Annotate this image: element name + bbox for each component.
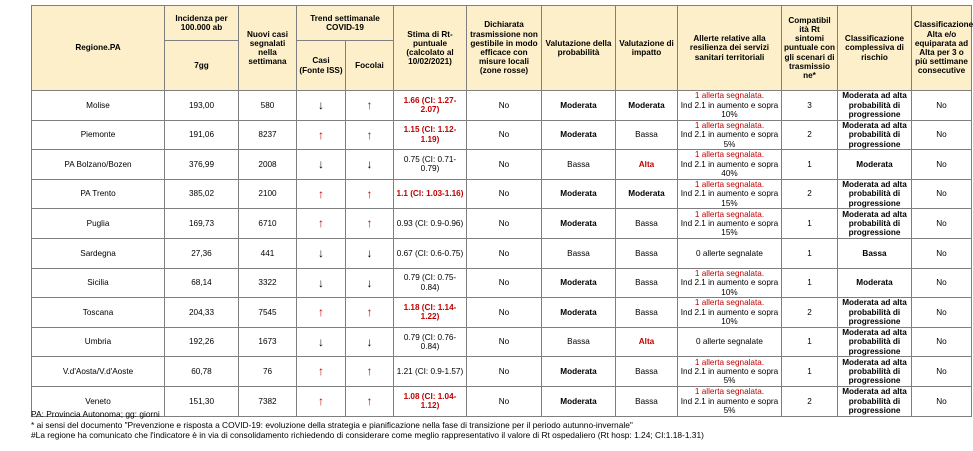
cell-high-risk: No — [912, 298, 972, 328]
cell-impact: Bassa — [616, 357, 678, 387]
cell-alerts — [678, 150, 782, 180]
cell-high-risk: No — [912, 209, 972, 239]
cell-rt: 1.18 (CI: 1.14-1.22) — [394, 298, 467, 328]
alert-count: 1 allerta segnalata. — [694, 209, 765, 219]
cell-risk: Moderata ad alta probabilità di progressione — [838, 209, 912, 239]
cell-compatible: 3 — [782, 91, 838, 121]
cell-declared: No — [467, 327, 542, 357]
cell-new-cases: 441 — [239, 238, 297, 268]
cell-trend-cases — [297, 209, 346, 239]
header-impact: Valutazione di impatto — [616, 6, 678, 91]
cell-rt: 0.75 (CI: 0.71-0.79) — [394, 150, 467, 180]
cell-compatible: 1 — [782, 327, 838, 357]
alert-detail: Ind 2.1 in aumento e sopra 5% — [680, 366, 779, 386]
cell-high-risk: No — [912, 120, 972, 150]
footnote-rt-hospital: #La regione ha comunicato che l'indicatore è in via di consolidamento richiedendo di considerare come meglio rappresentativo il valore di Rt ospedaliero (Rt hosp: 1.24; CI:1.18-1.31) — [31, 430, 704, 441]
cell-incidence: 191,06 — [165, 120, 239, 150]
header-new-cases: Nuovi casi segnalati nella settimana — [239, 6, 297, 91]
arrow-up-icon: ↑ — [366, 127, 373, 142]
alert-detail: 0 allerte segnalate — [696, 248, 763, 258]
arrow-up-icon: ↑ — [366, 364, 373, 379]
cell-trend-cases — [297, 150, 346, 180]
header-rt: Stima di Rt-puntuale (calcolato al 10/02/2021) — [394, 6, 467, 91]
cell-high-risk: No — [912, 268, 972, 298]
cell-region: Umbria — [32, 327, 165, 357]
header-trend-cases: Casi (Fonte ISS) — [297, 41, 346, 91]
cell-trend-cases — [297, 179, 346, 209]
cell-probability: Moderata — [542, 386, 616, 416]
arrow-up-icon: ↑ — [318, 186, 324, 201]
arrow-up-icon: ↑ — [318, 364, 324, 379]
arrow-down-icon: ↓ — [318, 334, 324, 349]
arrow-up-icon: ↑ — [318, 305, 324, 320]
cell-probability: Bassa — [542, 238, 616, 268]
arrow-up-icon: ↑ — [318, 394, 324, 409]
alert-detail: Ind 2.1 in aumento e sopra 10% — [680, 278, 779, 297]
cell-incidence: 27,36 — [165, 238, 239, 268]
arrow-down-icon: ↓ — [318, 275, 324, 290]
cell-impact: Moderata — [616, 91, 678, 121]
cell-rt: 0.79 (CI: 0.76-0.84) — [394, 327, 467, 357]
cell-probability: Moderata — [542, 91, 616, 121]
alert-detail: Ind 2.1 in aumento e sopra 40% — [680, 159, 779, 179]
table-row — [32, 268, 972, 298]
cell-new-cases: 2100 — [239, 179, 297, 209]
table-row — [32, 238, 972, 268]
cell-incidence: 151,30 — [165, 386, 239, 416]
cell-rt: 1.08 (CI: 1.04-1.12) — [394, 386, 467, 416]
table-body — [32, 91, 972, 417]
cell-incidence: 169,73 — [165, 209, 239, 239]
cell-probability: Bassa — [542, 150, 616, 180]
cell-incidence: 376,99 — [165, 150, 239, 180]
header-incidence-7gg: 7gg — [165, 41, 239, 91]
cell-trend-focolai — [346, 298, 394, 328]
alert-detail: Ind 2.1 in aumento e sopra 5% — [680, 130, 779, 149]
cell-rt: 1.15 (CI: 1.12-1.19) — [394, 120, 467, 150]
alert-count: 1 allerta segnalata. — [694, 298, 765, 308]
cell-impact: Alta — [616, 327, 678, 357]
cell-compatible: 2 — [782, 179, 838, 209]
cell-risk: Moderata ad alta probabilità di progressione — [838, 357, 912, 387]
cell-impact: Alta — [616, 150, 678, 180]
cell-declared: No — [467, 238, 542, 268]
cell-risk: Moderata ad alta probabilità di progressione — [838, 91, 912, 121]
header-incidence: Incidenza per 100.000 ab — [165, 6, 239, 41]
cell-trend-focolai — [346, 327, 394, 357]
cell-incidence: 193,00 — [165, 91, 239, 121]
cell-alerts — [678, 238, 782, 268]
cell-region: PA Trento — [32, 179, 165, 209]
cell-new-cases: 3322 — [239, 268, 297, 298]
cell-trend-cases — [297, 268, 346, 298]
cell-high-risk: No — [912, 91, 972, 121]
header-compatible: Compatibil ità Rt sintomi puntuale con gli scenari di trasmissio ne* — [782, 6, 838, 91]
alert-detail: Ind 2.1 in aumento e sopra 10% — [680, 100, 779, 119]
arrow-down-icon: ↓ — [366, 275, 373, 290]
cell-risk: Moderata ad alta probabilità di progressione — [838, 386, 912, 416]
footnote-document-reference: * ai sensi del documento "Prevenzione e risposta a COVID-19: evoluzione della strategia e pianificazione nella fase di transizione per il periodo autunno-invernale" — [31, 419, 633, 430]
cell-trend-focolai — [346, 91, 394, 121]
cell-trend-focolai — [346, 179, 394, 209]
cell-trend-focolai — [346, 238, 394, 268]
alert-count: 1 allerta segnalata. — [694, 91, 765, 101]
table-row — [32, 209, 972, 239]
alert-count: 1 allerta segnalata. — [694, 150, 765, 160]
cell-trend-cases — [297, 357, 346, 387]
cell-probability: Moderata — [542, 179, 616, 209]
cell-declared: No — [467, 268, 542, 298]
arrow-down-icon: ↓ — [366, 334, 373, 349]
cell-trend-focolai — [346, 357, 394, 387]
cell-region: Veneto — [32, 386, 165, 416]
cell-compatible: 1 — [782, 357, 838, 387]
header-probability: Valutazione della probabilità — [542, 6, 616, 91]
cell-high-risk: No — [912, 238, 972, 268]
cell-compatible: 1 — [782, 209, 838, 239]
cell-risk: Moderata — [838, 150, 912, 180]
cell-new-cases: 2008 — [239, 150, 297, 180]
arrow-up-icon: ↑ — [366, 186, 373, 201]
cell-trend-focolai — [346, 268, 394, 298]
cell-incidence: 192,26 — [165, 327, 239, 357]
regional-risk-table — [31, 5, 972, 417]
alert-detail: Ind 2.1 in aumento e sopra 5% — [680, 396, 779, 415]
cell-rt: 1.21 (CI: 0.9-1.57) — [394, 357, 467, 387]
header-trend: Trend settimanale COVID-19 — [297, 6, 394, 41]
arrow-down-icon: ↓ — [366, 157, 373, 172]
cell-compatible: 2 — [782, 120, 838, 150]
alert-detail: Ind 2.1 in aumento e sopra 15% — [680, 218, 779, 238]
cell-probability: Moderata — [542, 209, 616, 239]
regional-risk-table-container — [31, 5, 973, 417]
alert-count: 1 allerta segnalata. — [694, 120, 765, 130]
cell-high-risk: No — [912, 179, 972, 209]
cell-trend-cases — [297, 91, 346, 121]
cell-incidence: 68,14 — [165, 268, 239, 298]
cell-alerts — [678, 298, 782, 328]
footnote-abbreviations: PA: Provincia Autonoma; gg: giorni — [31, 409, 160, 419]
cell-region: Piemonte — [32, 120, 165, 150]
cell-rt: 1.66 (CI: 1.27-2.07) — [394, 91, 467, 121]
cell-risk: Moderata — [838, 268, 912, 298]
cell-high-risk: No — [912, 357, 972, 387]
table-row — [32, 357, 972, 387]
cell-impact: Bassa — [616, 238, 678, 268]
cell-incidence: 204,33 — [165, 298, 239, 328]
header-declared: Dichiarata trasmissione non gestibile in modo efficace con misure locali (zone rosse) — [467, 6, 542, 91]
cell-declared: No — [467, 120, 542, 150]
cell-new-cases: 580 — [239, 91, 297, 121]
cell-rt: 1.1 (CI: 1.03-1.16) — [394, 179, 467, 209]
cell-probability: Moderata — [542, 298, 616, 328]
cell-incidence: 60,78 — [165, 357, 239, 387]
cell-trend-focolai — [346, 150, 394, 180]
cell-region: Sardegna — [32, 238, 165, 268]
cell-new-cases: 1673 — [239, 327, 297, 357]
cell-impact: Bassa — [616, 268, 678, 298]
table-row — [32, 91, 972, 121]
cell-compatible: 1 — [782, 268, 838, 298]
cell-alerts — [678, 209, 782, 239]
cell-high-risk: No — [912, 150, 972, 180]
cell-declared: No — [467, 179, 542, 209]
cell-trend-focolai — [346, 120, 394, 150]
cell-compatible: 2 — [782, 298, 838, 328]
cell-probability: Moderata — [542, 268, 616, 298]
cell-trend-cases — [297, 298, 346, 328]
cell-rt: 0.67 (CI: 0.6-0.75) — [394, 238, 467, 268]
cell-alerts — [678, 120, 782, 150]
cell-region: Molise — [32, 91, 165, 121]
table-row — [32, 120, 972, 150]
cell-new-cases: 7545 — [239, 298, 297, 328]
cell-declared: No — [467, 209, 542, 239]
cell-declared: No — [467, 298, 542, 328]
cell-alerts — [678, 268, 782, 298]
arrow-up-icon: ↑ — [318, 127, 324, 142]
cell-region: PA Bolzano/Bozen — [32, 150, 165, 180]
cell-region: V.d'Aosta/V.d'Aoste — [32, 357, 165, 387]
cell-declared: No — [467, 91, 542, 121]
cell-new-cases: 8237 — [239, 120, 297, 150]
cell-declared: No — [467, 150, 542, 180]
cell-trend-cases — [297, 327, 346, 357]
cell-declared: No — [467, 386, 542, 416]
cell-alerts — [678, 357, 782, 387]
cell-impact: Bassa — [616, 298, 678, 328]
alert-detail: Ind 2.1 in aumento e sopra 15% — [680, 189, 779, 208]
cell-high-risk: No — [912, 386, 972, 416]
cell-new-cases: 7382 — [239, 386, 297, 416]
cell-new-cases: 76 — [239, 357, 297, 387]
cell-probability: Moderata — [542, 120, 616, 150]
cell-impact: Bassa — [616, 386, 678, 416]
arrow-down-icon: ↓ — [318, 157, 324, 172]
cell-impact: Bassa — [616, 120, 678, 150]
cell-impact: Moderata — [616, 179, 678, 209]
alert-detail: 0 allerte segnalate — [696, 337, 763, 347]
cell-declared: No — [467, 357, 542, 387]
table-row — [32, 179, 972, 209]
cell-risk: Bassa — [838, 238, 912, 268]
table-row — [32, 327, 972, 357]
header-risk: Classificazione complessiva di rischio — [838, 6, 912, 91]
cell-alerts — [678, 179, 782, 209]
table-row — [32, 150, 972, 180]
cell-trend-focolai — [346, 209, 394, 239]
cell-probability: Moderata — [542, 357, 616, 387]
cell-region: Toscana — [32, 298, 165, 328]
arrow-up-icon: ↑ — [366, 216, 373, 231]
cell-risk: Moderata ad alta probabilità di progressione — [838, 179, 912, 209]
arrow-up-icon: ↑ — [318, 216, 324, 231]
arrow-up-icon: ↑ — [366, 98, 373, 113]
cell-risk: Moderata ad alta probabilità di progressione — [838, 327, 912, 357]
alert-count: 1 allerta segnalata. — [694, 268, 765, 278]
arrow-down-icon: ↓ — [318, 246, 324, 261]
cell-risk: Moderata ad alta probabilità di progressione — [838, 120, 912, 150]
footnotes — [31, 409, 891, 441]
arrow-down-icon: ↓ — [318, 98, 324, 113]
table-row — [32, 298, 972, 328]
header-alerts: Allerte relative alla resilienza dei servizi sanitari territoriali — [678, 6, 782, 91]
arrow-up-icon: ↑ — [366, 305, 373, 320]
header-region: Regione.PA — [32, 6, 165, 91]
cell-high-risk: No — [912, 327, 972, 357]
header-trend-focolai: Focolai — [346, 41, 394, 91]
cell-alerts — [678, 327, 782, 357]
alert-detail: Ind 2.1 in aumento e sopra 10% — [680, 307, 779, 327]
alert-count: 1 allerta segnalata. — [694, 179, 765, 189]
cell-new-cases: 6710 — [239, 209, 297, 239]
cell-risk: Moderata ad alta probabilità di progressione — [838, 298, 912, 328]
header-high-risk: Classificazione Alta e/o equiparata ad Alta per 3 o più settimane consecutive — [912, 6, 972, 91]
cell-compatible: 1 — [782, 238, 838, 268]
cell-alerts — [678, 91, 782, 121]
cell-rt: 0.79 (CI: 0.75-0.84) — [394, 268, 467, 298]
cell-rt: 0.93 (CI: 0.9-0.96) — [394, 209, 467, 239]
cell-trend-cases — [297, 120, 346, 150]
cell-probability: Bassa — [542, 327, 616, 357]
alert-count: 1 allerta segnalata. — [694, 357, 765, 367]
cell-trend-cases — [297, 238, 346, 268]
cell-compatible: 1 — [782, 150, 838, 180]
cell-region: Sicilia — [32, 268, 165, 298]
arrow-up-icon: ↑ — [366, 394, 373, 409]
cell-impact: Bassa — [616, 209, 678, 239]
cell-compatible: 2 — [782, 386, 838, 416]
cell-incidence: 385,02 — [165, 179, 239, 209]
alert-count: 1 allerta segnalata. — [694, 387, 765, 397]
cell-region: Puglia — [32, 209, 165, 239]
arrow-down-icon: ↓ — [366, 246, 373, 261]
